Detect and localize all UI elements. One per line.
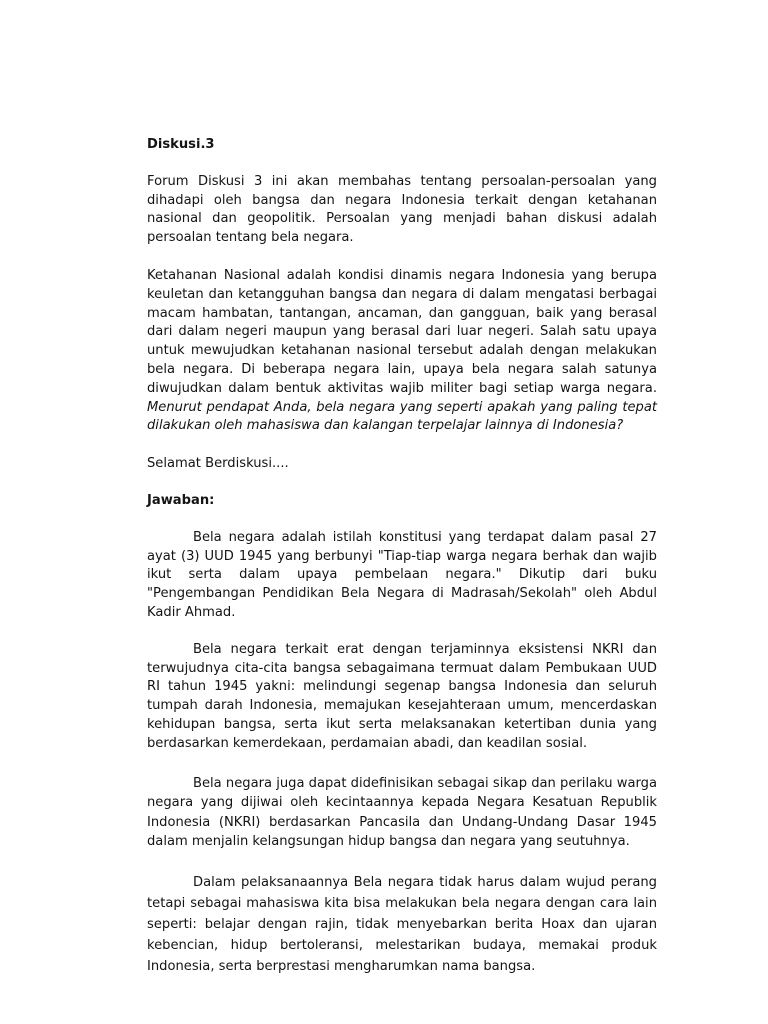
discussion-context-paragraph <box>147 267 657 436</box>
discussion-context-text: Ketahanan Nasional adalah kondisi dinamis negara Indonesia yang berupa keuletan dan ketangguhan bangsa dan negara di dalam mengatasi berbagai macam hambatan, tantangan, ancaman, dan gangguan, baik yang berasal dari dalam negeri maupun yang berasal dari luar negeri. Salah satu upaya untuk mewujudkan ketahanan nasional tersebut adalah dengan melakukan bela negara. Di beberapa negara lain, upaya bela negara salah satunya diwujudkan dalam bentuk aktivitas wajib militer bagi setiap warga negara. <box>147 267 657 396</box>
discussion-intro-paragraph: Forum Diskusi 3 ini akan membahas tentang persoalan-persoalan yang dihadapi oleh bangsa dan negara Indonesia terkait dengan ketahanan nasional dan geopolitik. Persoalan yang menjadi bahan diskusi adalah persoalan tentang bela negara. <box>147 173 657 246</box>
answer-heading: Jawaban: <box>147 492 215 508</box>
answer-paragraph-3: Bela negara juga dapat didefinisikan sebagai sikap dan perilaku warga negara yang dijiwai oleh kecintaannya kepada Negara Kesatuan Republik Indonesia (NKRI) berdasarkan Pancasila dan Undang-Undang Dasar 1945 dalam menjalin kelangsungan hidup bangsa dan negara yang seutuhnya. <box>147 775 657 850</box>
discussion-question: Menurut pendapat Anda, bela negara yang seperti apakah yang paling tepat dilakukan oleh mahasiswa dan kalangan terpelajar lainnya di Indonesia? <box>147 399 657 434</box>
answer-paragraph-2: Bela negara terkait erat dengan terjaminnya eksistensi NKRI dan terwujudnya cita-cita bangsa sebagaimana termuat dalam Pembukaan UUD RI tahun 1945 yakni: melindungi segenap bangsa Indonesia dan seluruh tumpah darah Indonesia, memajukan kesejahteraan umum, mencerdaskan kehidupan bangsa, serta ikut serta melaksanakan ketertiban dunia yang berdasarkan kemerdekaan, perdamaian abadi, dan keadilan sosial. <box>147 641 657 751</box>
discussion-closing: Selamat Berdiskusi.... <box>147 456 289 472</box>
discussion-title: Diskusi.3 <box>147 137 215 152</box>
document-page <box>147 136 657 977</box>
answer-paragraph-1: Bela negara adalah istilah konstitusi yang terdapat dalam pasal 27 ayat (3) UUD 1945 yang berbunyi "Tiap-tiap warga negara berhak dan wajib ikut serta dalam upaya pembelaan negara." Dikutip dari buku "Pengembangan Pendidikan Bela Negara di Madrasah/Sekolah" oleh Abdul Kadir Ahmad. <box>147 529 657 620</box>
answer-paragraph-4: Dalam pelaksanaannya Bela negara tidak harus dalam wujud perang tetapi sebagai mahasiswa kita bisa melakukan bela negara dengan cara lain seperti: belajar dengan rajin, tidak menyebarkan berita Hoax dan ujaran kebencian, hidup bertoleransi, melestarikan budaya, memakai produk Indonesia, serta berprestasi mengharumkan nama bangsa. <box>147 874 657 974</box>
